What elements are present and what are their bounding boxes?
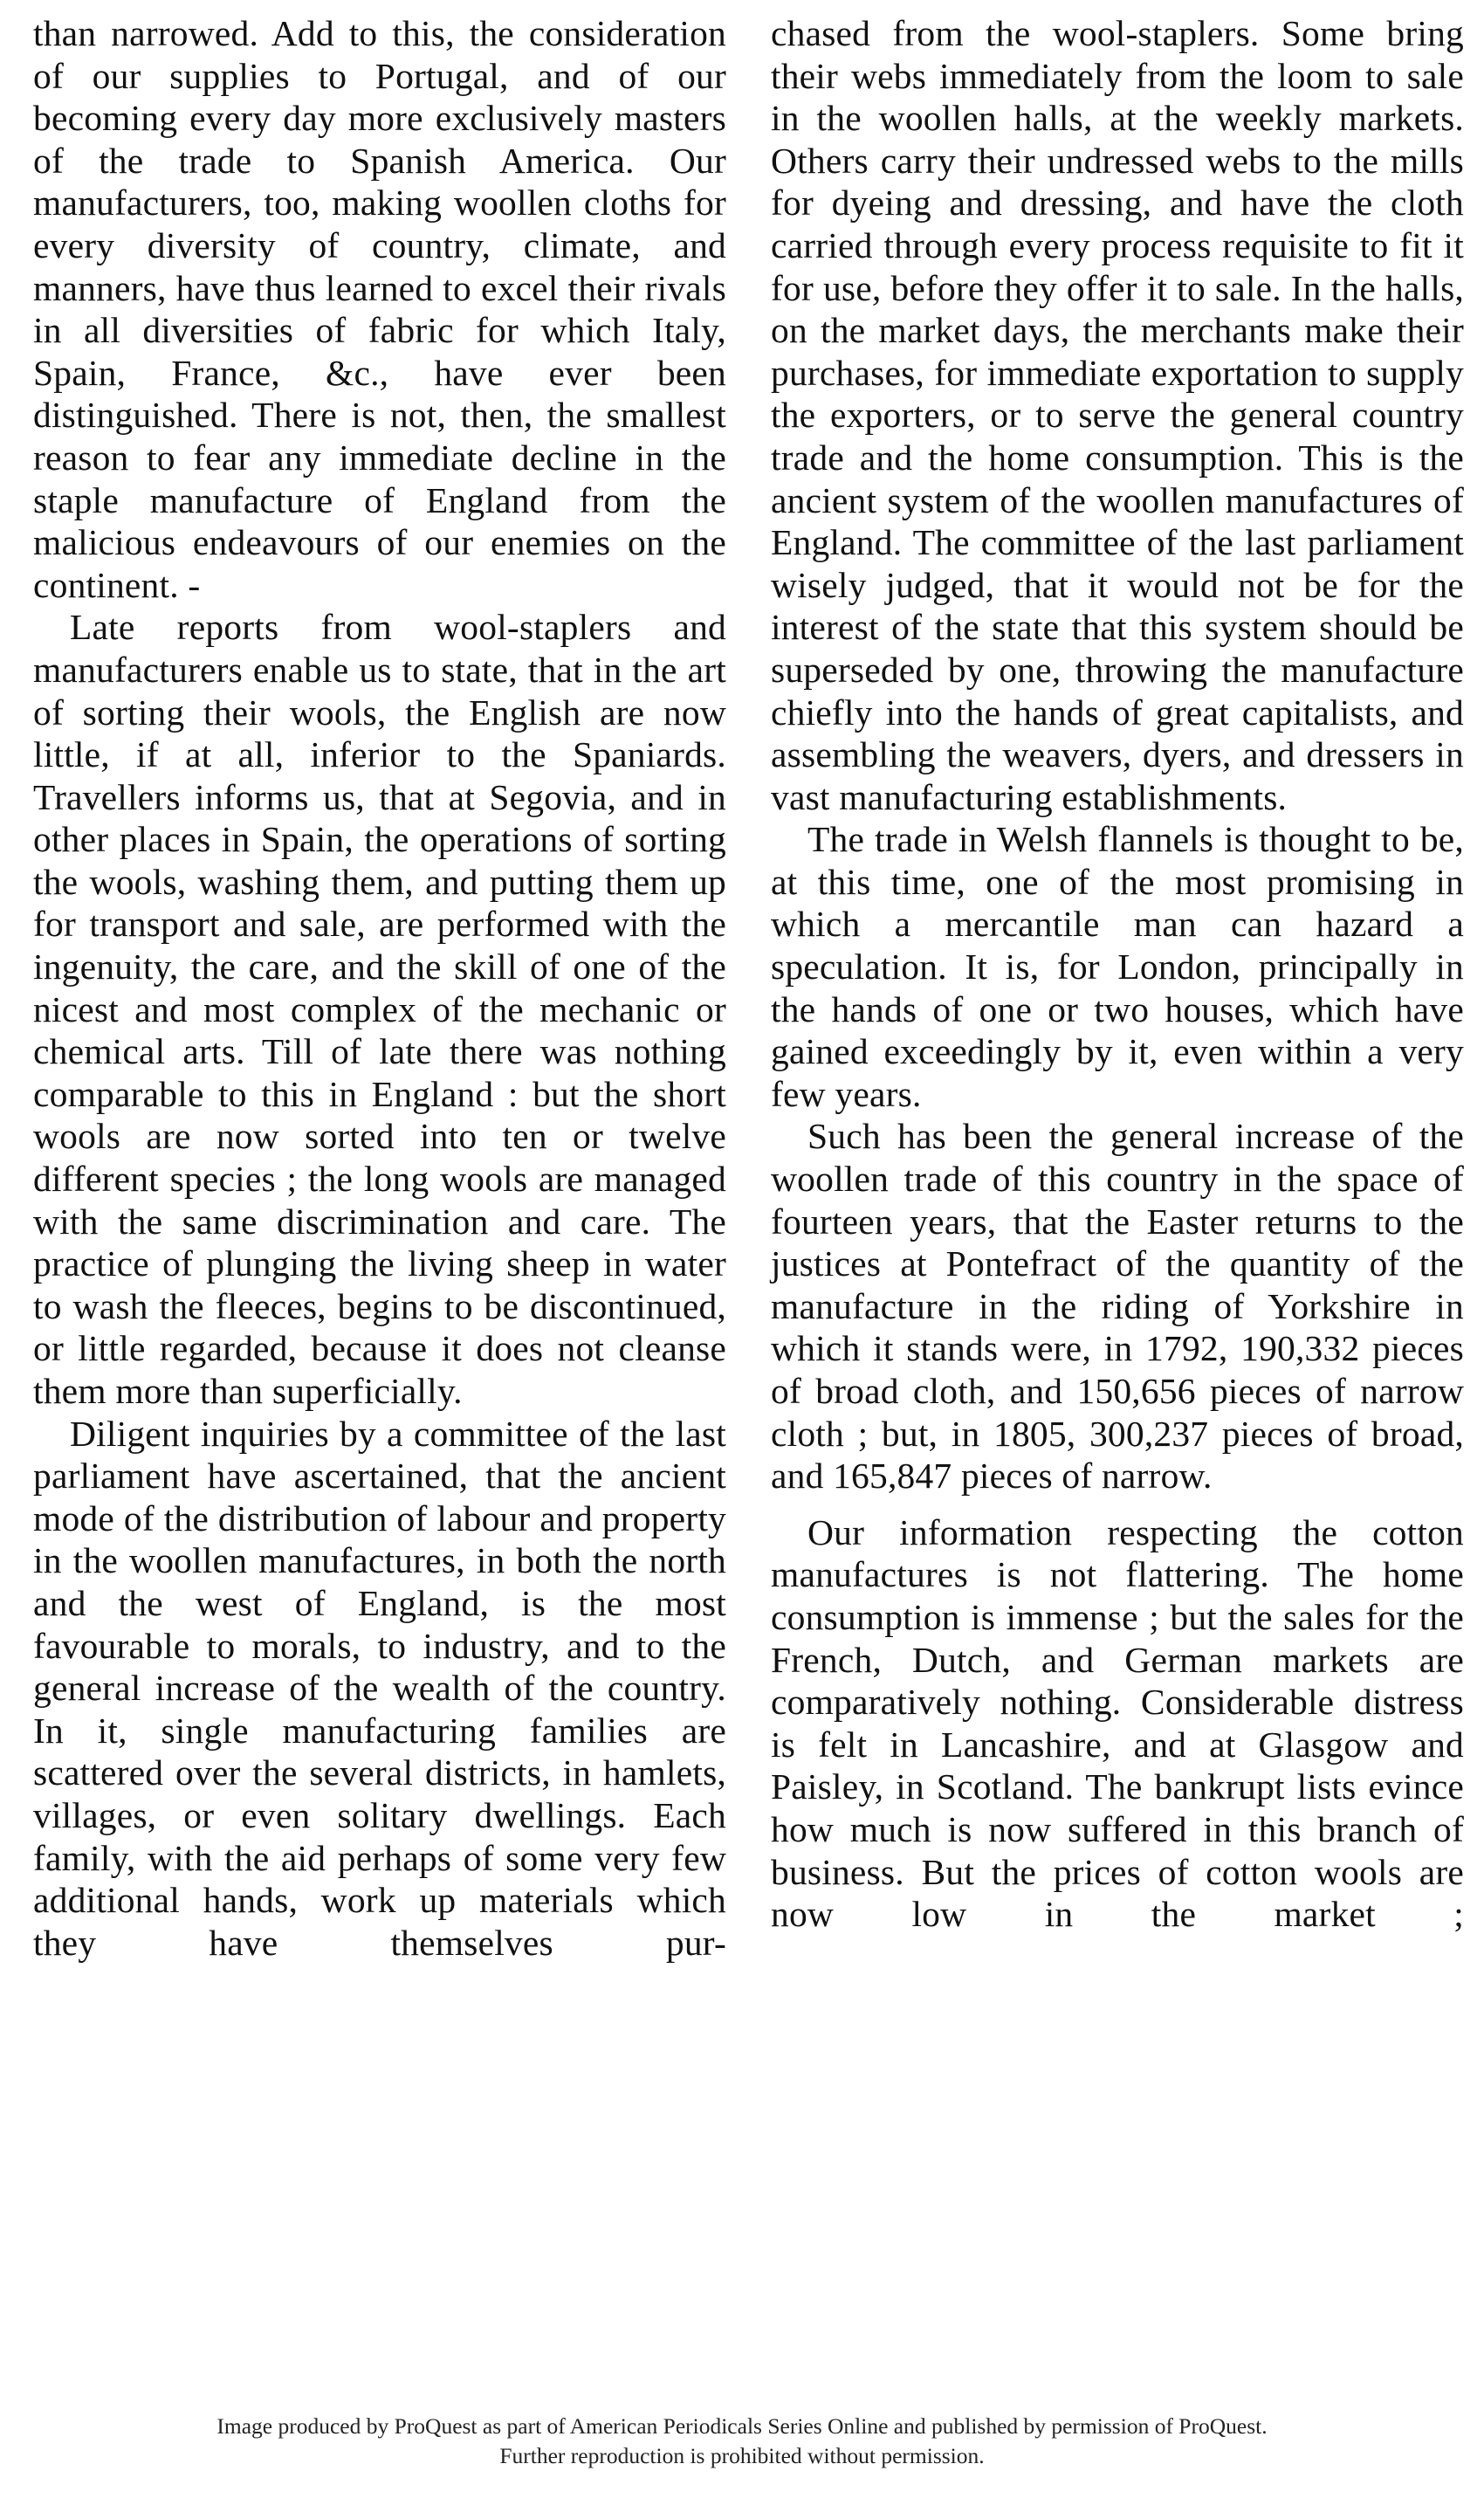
paragraph-wool-sorting: Late reports from wool-staplers and manufacturers enable us to state, that in the art of sorting their wools, the English are now little, if at all, inferior to the Spaniards. Travellers informs us, that at Segovia, and in other places in Spain, the operations of sorting the wools, washing them, and putting them up for transport and sale, are performed with the ingenuity, the care, and the skill of one of the nicest and most complex of the mechanic or chemical arts. Till of late there was nothing comparable to this in England : but the short wools are now sorted into ten or twelve different species ; the long wools are managed with the same discrimination and care. The practice of plunging the living sheep in water to wash the fleeces, begins to be discontinued, or little regarded, because it does not cleanse them more than superficially. xyxy=(33,607,726,1411)
paragraph-welsh-flannels: The trade in Welsh flannels is thought to be, at this time, one of the most promising in which a mercantile man can hazard a speculation. It is, for London, principally in the hands of one or two houses, which have gained exceedingly by it, even within a very few years. xyxy=(771,819,1464,1114)
paragraph-woollen-halls: chased from the wool-staplers. Some bring their webs immediately from the loom to sale in the woollen halls, at the weekly markets. Others carry their undressed webs to the mills for dyeing and dressing, and have the cloth carried through every process requisite to fit it for use, before they offer it to sale. In the halls, on the market days, the merchants make their purchases, for immediate exportation to supply the exporters, or to serve the general country trade and the home consumption. This is the ancient system of the woollen manufactures of England. The committee of the last parliament wisely judged, that it would not be for the interest of the state that this system should be superseded by one, throwing the manufacture chiefly into the hands of great capitalists, and assembling the weavers, dyers, and dressers in vast manufacturing establishments. xyxy=(771,13,1464,817)
footer-line-reproduction: Further reproduction is prohibited without permission. xyxy=(499,2443,985,2468)
paragraph-woollen-trade-increase: Such has been the general increase of the woollen trade of this country in the space of fourteen years, that the Easter returns to the justices at Pontefract of the quantity of the manufacture in the riding of Yorkshire in which it stands were, in 1792, 190,332 pieces of broad cloth, and 150,656 pieces of narrow cloth ; but, in 1805, 300,237 pieces of broad, and 165,847 pieces of narrow. xyxy=(771,1116,1464,1497)
paragraph-cotton-manufactures: Our information respecting the cotton manufactures is not flattering. The home consumption is immense ; but the sales for the French, Dutch, and German markets are comparatively nothing. Considerable distress is felt in Lancashire, and at Glasgow and Paisley, in Scotland. The bankrupt lists evince how much is now suffered in this branch of business. But the prices of cotton wools are now low in the market ; xyxy=(771,1511,1464,1935)
proquest-footer xyxy=(0,2412,1484,2471)
paragraph-committee-inquiries: Diligent inquiries by a committee of the last parliament have ascertained, that the ancient mode of the distribution of labour and property in the woollen manufactures, in both the north and the west of England, is the most favourable to morals, to industry, and to the general increase of the wealth of the country. In it, single manufacturing families are scattered over the several districts, in hamlets, villages, or even solitary dwellings. Each family, with the aid perhaps of some very few additional hands, work up materials which they have themselves pur- xyxy=(33,1413,726,1963)
right-text-column xyxy=(771,12,1464,1936)
footer-line-permission: Image produced by ProQuest as part of American Periodicals Series Online and published by permission of ProQuest. xyxy=(216,2413,1268,2439)
left-text-column xyxy=(33,12,726,1964)
paragraph-continuation: than narrowed. Add to this, the consideration of our supplies to Portugal, and of our becoming every day more exclusively masters of the trade to Spanish America. Our manufacturers, too, making woollen cloths for every diversity of country, climate, and manners, have thus learned to excel their rivals in all diversities of fabric for which Italy, Spain, France, &c., have ever been distinguished. There is not, then, the smallest reason to fear any immediate decline in the staple manufacture of England from the malicious endeavours of our enemies on the continent. - xyxy=(33,13,726,605)
